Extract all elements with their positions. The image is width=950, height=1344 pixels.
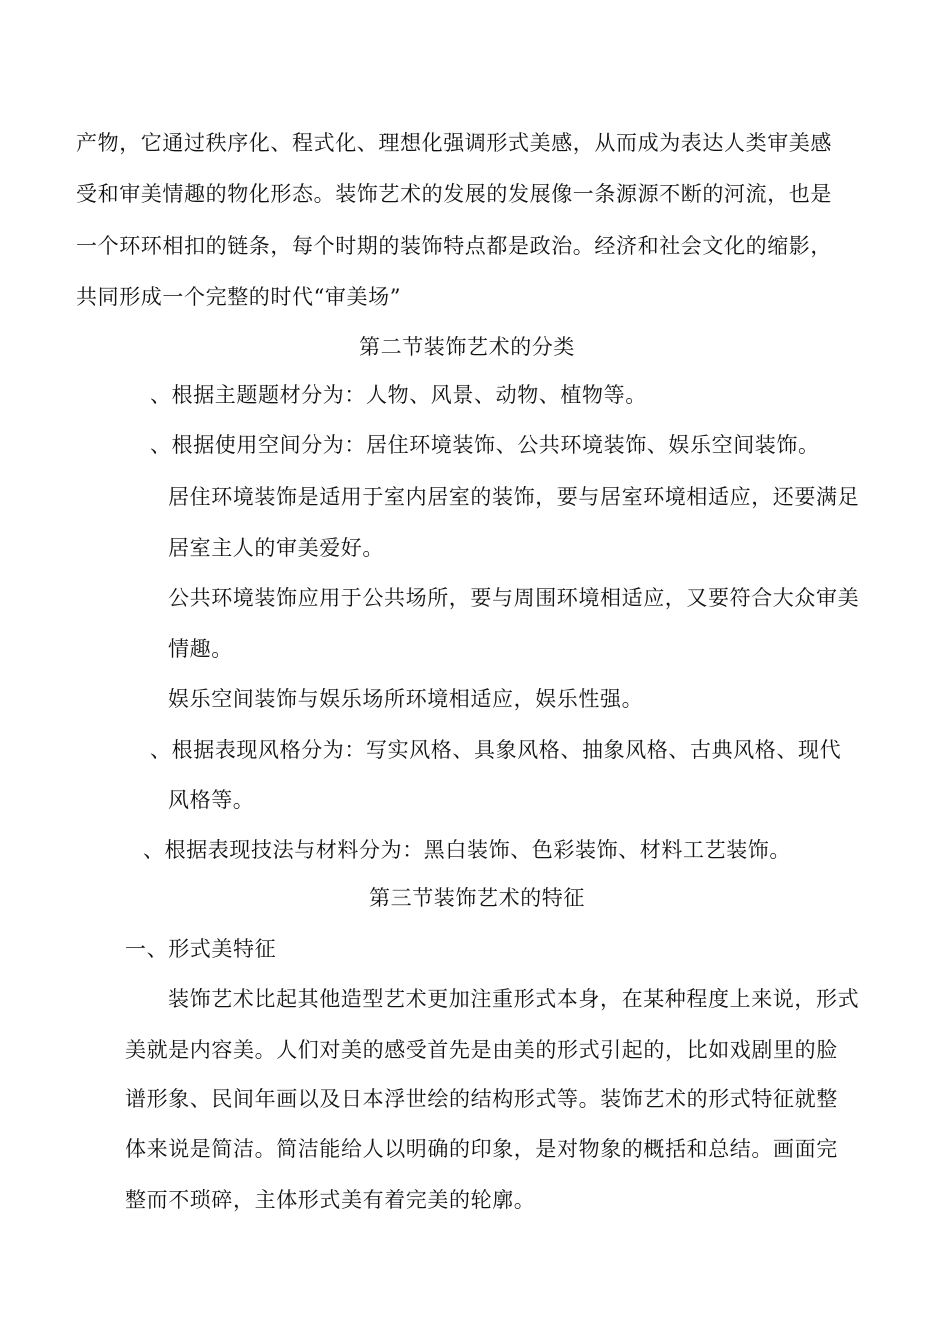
section-heading: 第二节装饰艺术的分类	[359, 335, 575, 359]
text-line: 装饰艺术比起其他造型艺术更加注重形式本身，在某种程度上来说，形式	[168, 987, 860, 1011]
subsection-heading: 一、形式美特征	[125, 937, 277, 961]
text-line: 居室主人的审美爱好。	[168, 536, 384, 560]
text-line: 谱形象、民间年画以及日本浮世绘的结构形式等。装饰艺术的形式特征就整	[125, 1087, 838, 1111]
text-line: 美就是内容美。人们对美的感受首先是由美的形式引起的，比如戏剧里的脸	[125, 1038, 838, 1062]
text-line: 公共环境装饰应用于公共场所，要与周围环境相适应，又要符合大众审美	[168, 586, 860, 610]
entertainment-paragraph: 娱乐空间装饰与娱乐场所环境相适应，娱乐性强。	[168, 687, 644, 711]
text-line: 居住环境装饰是适用于室内居室的装饰，要与居室环境相适应，还要满足	[168, 485, 860, 509]
list-item: 、根据主题题材分为：人物、风景、动物、植物等。	[150, 383, 647, 407]
list-item: 、根据表现技法与材料分为：黑白装饰、色彩装饰、材料工艺装饰。	[143, 838, 791, 862]
text-line: 情趣。	[168, 637, 233, 661]
section-heading: 第三节装饰艺术的特征	[369, 886, 585, 910]
text-line: 共同形成一个完整的时代“审美场”	[76, 285, 402, 309]
text-line: 受和审美情趣的物化形态。装饰艺术的发展的发展像一条源源不断的河流，也是	[76, 182, 832, 206]
text-line: 风格等。	[168, 788, 255, 812]
list-item: 、根据使用空间分为：居住环境装饰、公共环境装饰、娱乐空间装饰。	[150, 433, 820, 457]
text-line: 体来说是简洁。简洁能给人以明确的印象，是对物象的概括和总结。画面完	[125, 1137, 838, 1161]
text-line: 整而不琐碎，主体形式美有着完美的轮廓。	[125, 1188, 536, 1212]
text-line: 一个环环相扣的链条，每个时期的装饰特点都是政治。经济和社会文化的缩影，	[76, 234, 832, 258]
text-line: 、根据表现风格分为：写实风格、具象风格、抽象风格、古典风格、现代	[150, 738, 842, 762]
text-line: 产物，它通过秩序化、程式化、理想化强调形式美感，从而成为表达人类审美感	[76, 131, 832, 155]
